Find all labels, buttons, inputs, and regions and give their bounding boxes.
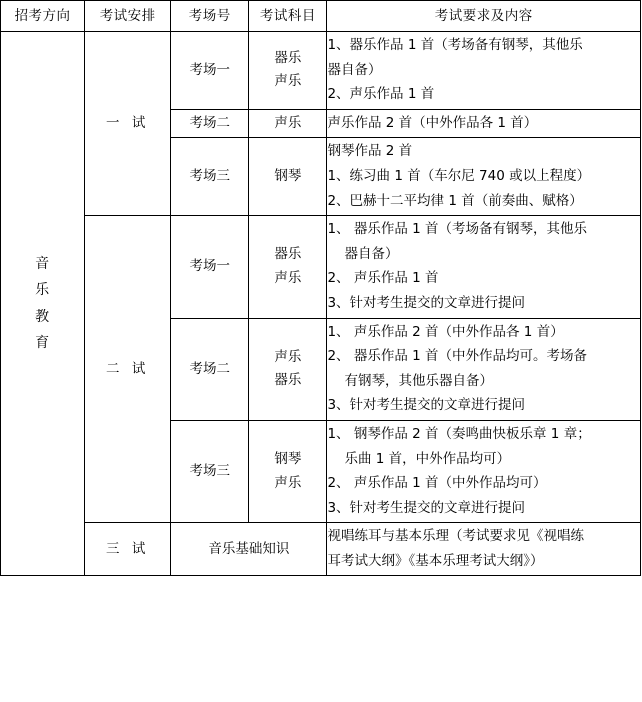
subject-line: 器乐 bbox=[274, 49, 302, 66]
requirement-line: 耳考试大纲》《基本乐理考试大纲》） bbox=[327, 552, 544, 569]
cell-requirements-s2r2 bbox=[327, 318, 641, 420]
requirement-line: 1、 钢琴作品 2 首（奏鸣曲快板乐章 1 章； bbox=[327, 425, 591, 442]
requirement-line: 有钢琴，其他乐器自备） bbox=[344, 372, 493, 389]
requirement-line: 2、 声乐作品 1 首 bbox=[327, 270, 439, 287]
direction-char-4: 育 bbox=[35, 335, 51, 352]
column-header-arrangement: 考试安排 bbox=[85, 1, 171, 32]
cell-subject-s3r1 bbox=[171, 523, 327, 576]
requirement-line: 2、 声乐作品 1 首（中外作品均可） bbox=[327, 475, 547, 492]
cell-subject-s2r2 bbox=[249, 318, 327, 420]
column-header-requirements: 考试要求及内容 bbox=[327, 1, 641, 32]
table-row bbox=[1, 216, 641, 318]
requirement-line: 1、练习曲 1 首（车尔尼 740 或以上程度） bbox=[327, 167, 591, 184]
column-header-room: 考场号 bbox=[171, 1, 249, 32]
requirement-line: 1、 声乐作品 2 首（中外作品各 1 首） bbox=[327, 323, 564, 340]
requirement-line: 2、声乐作品 1 首 bbox=[327, 86, 435, 103]
requirement-line: 器自备） bbox=[344, 245, 399, 262]
requirement-line: 3、针对考生提交的文章进行提问 bbox=[327, 294, 526, 311]
cell-subject-s2r3 bbox=[249, 420, 327, 522]
column-header-subject: 考试科目 bbox=[249, 1, 327, 32]
subject-line: 声乐 bbox=[274, 114, 302, 131]
cell-subject-s1r2 bbox=[249, 109, 327, 138]
subject-line: 器乐 bbox=[274, 372, 302, 389]
table-row bbox=[1, 32, 641, 110]
table-header-row bbox=[1, 1, 641, 32]
cell-requirements-s1r2 bbox=[327, 109, 641, 138]
cell-room-s2r1: 考场一 bbox=[171, 216, 249, 318]
subject-line: 音乐基础知识 bbox=[208, 540, 290, 557]
cell-requirements-s2r1 bbox=[327, 216, 641, 318]
requirement-line: 3、针对考生提交的文章进行提问 bbox=[327, 397, 526, 414]
requirement-line: 2、巴赫十二平均律 1 首（前奏曲、赋格） bbox=[327, 192, 583, 209]
requirement-line: 2、 器乐作品 1 首（中外作品均可。考场备 bbox=[327, 348, 588, 365]
direction-char-3: 教 bbox=[35, 308, 51, 325]
cell-room-s1r2: 考场二 bbox=[171, 109, 249, 138]
subject-line: 钢琴 bbox=[274, 450, 302, 467]
cell-subject-s2r1 bbox=[249, 216, 327, 318]
subject-line: 声乐 bbox=[274, 474, 302, 491]
requirement-line: 声乐作品 2 首（中外作品各 1 首） bbox=[327, 114, 538, 131]
subject-line: 声乐 bbox=[274, 269, 302, 286]
cell-subject-s1r1 bbox=[249, 32, 327, 110]
cell-requirements-s3r1 bbox=[327, 523, 641, 576]
requirement-line: 乐曲 1 首，中外作品均可） bbox=[344, 450, 511, 467]
requirement-line: 1、 器乐作品 1 首（考场备有钢琴，其他乐 bbox=[327, 221, 588, 238]
cell-room-s2r2: 考场二 bbox=[171, 318, 249, 420]
requirement-line: 视唱练耳与基本乐理（考试要求见《视唱练 bbox=[327, 528, 584, 545]
cell-direction bbox=[1, 32, 85, 576]
cell-requirements-s1r3 bbox=[327, 138, 641, 216]
direction-char-2: 乐 bbox=[35, 282, 51, 299]
table-row bbox=[1, 523, 641, 576]
subject-line: 声乐 bbox=[274, 73, 302, 90]
cell-room-s1r3: 考场三 bbox=[171, 138, 249, 216]
subject-line: 声乐 bbox=[274, 348, 302, 365]
cell-subject-s1r3 bbox=[249, 138, 327, 216]
subject-line: 钢琴 bbox=[274, 167, 302, 184]
subject-line: 器乐 bbox=[274, 246, 302, 263]
cell-requirements-s2r3 bbox=[327, 420, 641, 522]
requirement-line: 1、器乐作品 1 首（考场备有钢琴，其他乐 bbox=[327, 37, 583, 53]
column-header-direction: 招考方向 bbox=[1, 1, 85, 32]
direction-vertical-text bbox=[1, 251, 84, 357]
requirement-line: 钢琴作品 2 首 bbox=[327, 143, 413, 160]
cell-stage-3: 三 试 bbox=[85, 523, 171, 576]
cell-stage-1: 一 试 bbox=[85, 32, 171, 216]
cell-room-s2r3: 考场三 bbox=[171, 420, 249, 522]
requirement-line: 器自备） bbox=[327, 61, 382, 78]
direction-char-1: 音 bbox=[35, 255, 51, 272]
cell-requirements-s1r1 bbox=[327, 32, 641, 110]
cell-room-s1r1: 考场一 bbox=[171, 32, 249, 110]
requirement-line: 3、针对考生提交的文章进行提问 bbox=[327, 499, 526, 516]
cell-stage-2: 二 试 bbox=[85, 216, 171, 523]
